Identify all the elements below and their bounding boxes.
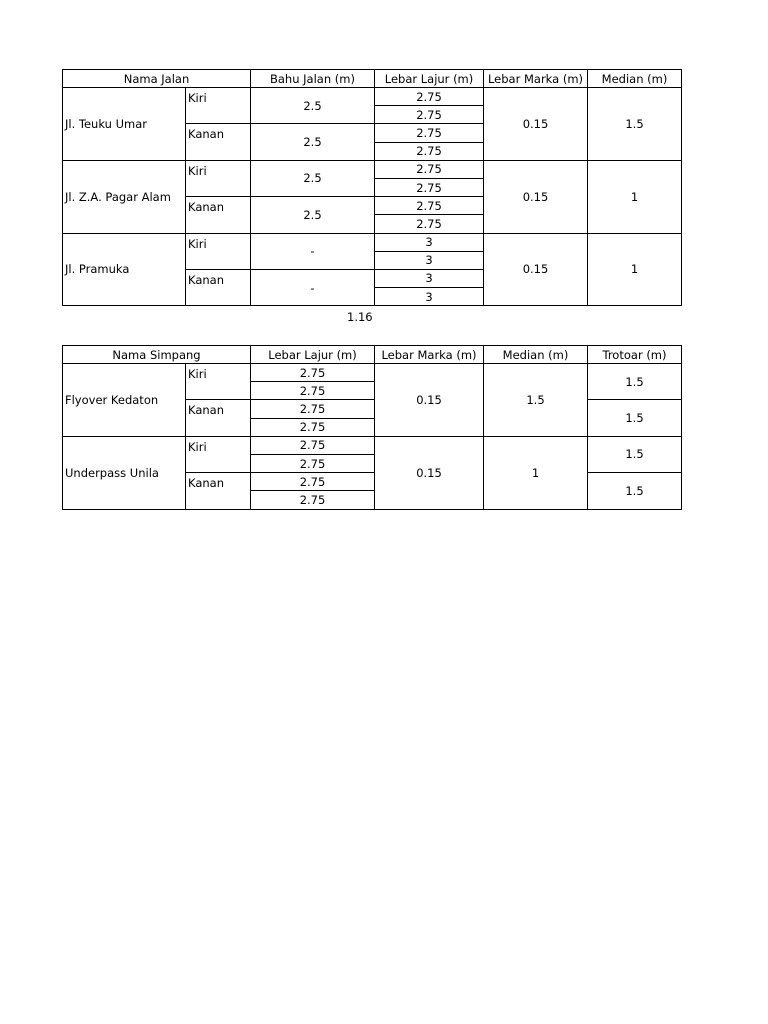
- lajur-value: 2.75: [375, 106, 484, 124]
- header-lebar-marka: Lebar Marka (m): [484, 70, 588, 88]
- header-bahu-jalan: Bahu Jalan (m): [251, 70, 375, 88]
- median-value: 1.5: [484, 364, 588, 437]
- simpang-name: Underpass Unila: [63, 436, 186, 509]
- lajur-value: 2.75: [251, 364, 375, 382]
- table-row: [63, 233, 682, 251]
- marka-value: 0.15: [484, 233, 588, 306]
- header-lebar-lajur: Lebar Lajur (m): [375, 70, 484, 88]
- lajur-value: 3: [375, 269, 484, 287]
- lajur-value: 2.75: [375, 124, 484, 142]
- header-nama-simpang: Nama Simpang: [63, 346, 251, 364]
- median-value: 1: [588, 160, 682, 233]
- lajur-value: 2.75: [375, 142, 484, 160]
- simpang-name: Flyover Kedaton: [63, 364, 186, 437]
- trotoar-value: 1.5: [588, 400, 682, 436]
- table-header-row: [63, 346, 682, 364]
- lajur-value: 2.75: [375, 215, 484, 233]
- lajur-value: 3: [375, 251, 484, 269]
- lajur-value: 2.75: [375, 197, 484, 215]
- table-row: [63, 88, 682, 106]
- side-label: Kiri: [186, 364, 251, 400]
- trotoar-value: 1.5: [588, 364, 682, 400]
- marka-value: 0.15: [484, 160, 588, 233]
- lajur-value: 2.75: [251, 491, 375, 509]
- table-row: [63, 160, 682, 178]
- header-nama-jalan: Nama Jalan: [63, 70, 251, 88]
- lajur-value: 2.75: [375, 88, 484, 106]
- header-lebar-marka: Lebar Marka (m): [375, 346, 484, 364]
- median-value: 1.5: [588, 88, 682, 161]
- marka-value: 0.15: [484, 88, 588, 161]
- intersection-dimensions-table: [62, 345, 682, 510]
- bahu-value: 2.5: [251, 88, 375, 124]
- road-name: Jl. Pramuka: [63, 233, 186, 306]
- side-label: Kanan: [186, 124, 251, 160]
- median-value: 1: [484, 436, 588, 509]
- table-row: [63, 364, 682, 382]
- bahu-value: -: [251, 269, 375, 305]
- lajur-value: 3: [375, 233, 484, 251]
- lajur-value: 2.75: [251, 454, 375, 472]
- marka-value: 0.15: [375, 364, 484, 437]
- road-name: Jl. Teuku Umar: [63, 88, 186, 161]
- side-label: Kanan: [186, 473, 251, 509]
- table-row: [63, 436, 682, 454]
- bahu-value: 2.5: [251, 124, 375, 160]
- lajur-value: 3: [375, 288, 484, 306]
- lajur-value: 2.75: [251, 400, 375, 418]
- header-trotoar: Trotoar (m): [588, 346, 682, 364]
- side-label: Kanan: [186, 197, 251, 233]
- lajur-value: 2.75: [251, 382, 375, 400]
- header-median: Median (m): [588, 70, 682, 88]
- table-header-row: [63, 70, 682, 88]
- header-median: Median (m): [484, 346, 588, 364]
- side-label: Kiri: [186, 160, 251, 196]
- side-label: Kanan: [186, 269, 251, 305]
- bahu-value: -: [251, 233, 375, 269]
- lajur-value: 2.75: [375, 178, 484, 196]
- road-dimensions-table: [62, 69, 682, 306]
- lajur-value: 2.75: [251, 436, 375, 454]
- bahu-value: 2.5: [251, 197, 375, 233]
- side-label: Kiri: [186, 88, 251, 124]
- trotoar-value: 1.5: [588, 473, 682, 509]
- bahu-value: 2.5: [251, 160, 375, 196]
- trotoar-value: 1.5: [588, 436, 682, 472]
- lajur-value: 2.75: [375, 160, 484, 178]
- side-label: Kiri: [186, 233, 251, 269]
- header-lebar-lajur: Lebar Lajur (m): [251, 346, 375, 364]
- side-label: Kiri: [186, 436, 251, 472]
- road-name: Jl. Z.A. Pagar Alam: [63, 160, 186, 233]
- lajur-value: 2.75: [251, 473, 375, 491]
- marka-value: 0.15: [375, 436, 484, 509]
- median-value: 1: [588, 233, 682, 306]
- side-label: Kanan: [186, 400, 251, 436]
- lajur-value: 2.75: [251, 418, 375, 436]
- loose-cell-value: 1.16: [347, 310, 373, 324]
